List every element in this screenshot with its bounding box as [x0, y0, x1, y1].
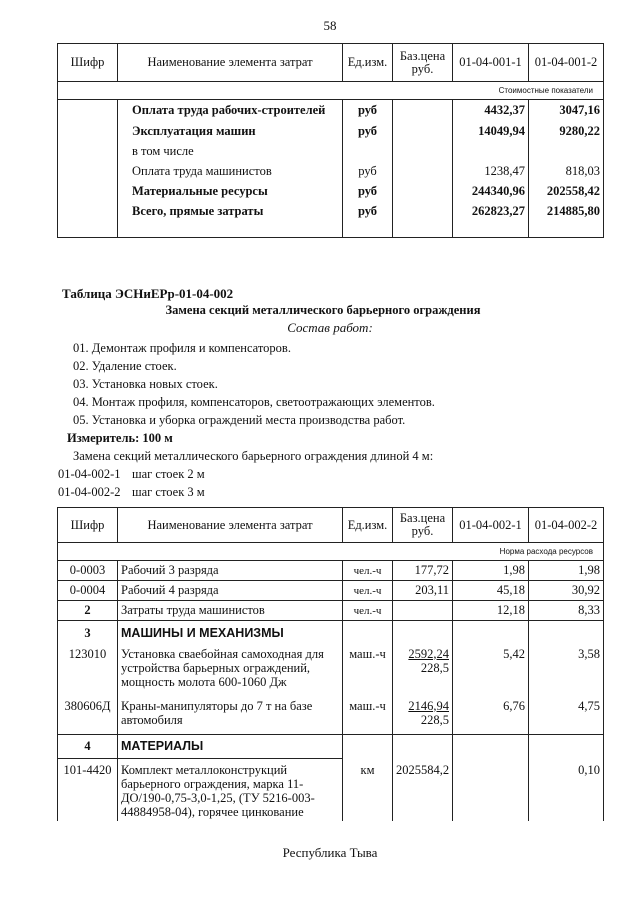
header-name: Наименование элемента затрат: [118, 44, 343, 82]
row-code: 380606Д: [58, 699, 118, 735]
row-value-2: 3047,16: [529, 100, 604, 122]
row-code: 2: [58, 601, 118, 621]
row-value-1: 5,42: [453, 647, 529, 699]
subheader: Норма расхода ресурсов: [58, 543, 604, 561]
row-value-2: 202558,42: [529, 182, 604, 202]
row-code: [58, 142, 118, 162]
row-value-2: 1,98: [529, 561, 604, 581]
row-price: [393, 647, 453, 699]
table-row: [58, 142, 604, 162]
subheader: Стоимостные показатели: [58, 82, 604, 100]
work-item: 03. Установка новых стоек.: [73, 377, 218, 391]
row-unit: маш.-ч: [343, 647, 393, 699]
row-name: Всего, прямые затраты: [118, 202, 343, 222]
row-code: 0-0004: [58, 581, 118, 601]
row-value-1: 6,76: [453, 699, 529, 735]
header-col2: 01-04-002-2: [529, 508, 604, 543]
row-value-1: 1238,47: [453, 162, 529, 182]
header-price: Баз.цена руб.: [393, 508, 453, 543]
row-unit: чел.-ч: [343, 601, 393, 621]
section-row: [58, 621, 604, 647]
section-heading: Замена секций металлического барьерного ограждения: [165, 303, 481, 317]
row-price: 177,72: [393, 561, 453, 581]
header-unit: Ед.изм.: [343, 508, 393, 543]
page-number: 58: [323, 18, 337, 33]
row-unit: маш.-ч: [343, 699, 393, 735]
row-price: 2025584,2: [393, 759, 453, 821]
row-name: Рабочий 4 разряда: [118, 581, 343, 601]
row-name: Затраты труда машинистов: [118, 601, 343, 621]
table-row: [58, 581, 604, 601]
work-item: 04. Монтаж профиля, компенсаторов, светоотражающих элементов.: [73, 395, 435, 409]
row-value-1: [453, 759, 529, 821]
row-value-1: 1,98: [453, 561, 529, 581]
cost-table: [57, 43, 604, 238]
work-item: 01. Демонтаж профиля и компенсаторов.: [73, 341, 291, 355]
row-unit: км: [343, 759, 393, 821]
section-code: 3: [58, 621, 118, 647]
table-title: Таблица ЭСНиЕРр-01-04-002: [62, 286, 234, 301]
row-unit: руб: [343, 162, 393, 182]
variant-text: шаг стоек 3 м: [132, 485, 205, 499]
table-row: [58, 759, 604, 821]
header-col2: 01-04-001-2: [529, 44, 604, 82]
row-value-1: 262823,27: [453, 202, 529, 222]
header-code: Шифр: [58, 508, 118, 543]
header-col1: 01-04-001-1: [453, 44, 529, 82]
row-value-1: 4432,37: [453, 100, 529, 122]
table-row: [58, 561, 604, 581]
variant-code: 01-04-002-1: [58, 467, 121, 481]
row-value-2: 0,10: [529, 759, 604, 821]
row-value-2: 9280,22: [529, 122, 604, 142]
row-value-2: 214885,80: [529, 202, 604, 222]
table-row: [58, 647, 604, 699]
row-name: Рабочий 3 разряда: [118, 561, 343, 581]
row-price: [393, 122, 453, 142]
row-code: [58, 182, 118, 202]
row-price: [393, 202, 453, 222]
table-row: [58, 182, 604, 202]
row-code: [58, 202, 118, 222]
row-code: 123010: [58, 647, 118, 699]
work-title: Состав работ:: [287, 320, 373, 335]
row-price: [393, 162, 453, 182]
row-code: [58, 122, 118, 142]
table-row: [58, 202, 604, 222]
row-price: [393, 699, 453, 735]
row-price: [393, 100, 453, 122]
row-unit: руб: [343, 100, 393, 122]
row-code: 101-4420: [58, 759, 118, 821]
row-name: Оплата труда рабочих-строителей: [118, 100, 343, 122]
row-value-2: 8,33: [529, 601, 604, 621]
section-name: МАШИНЫ И МЕХАНИЗМЫ: [118, 621, 343, 647]
row-value-2: 4,75: [529, 699, 604, 735]
row-name: Оплата труда машинистов: [118, 162, 343, 182]
row-name: Материальные ресурсы: [118, 182, 343, 202]
table-row: [58, 699, 604, 735]
row-unit: чел.-ч: [343, 581, 393, 601]
section-code: 4: [58, 735, 118, 759]
section-row: [58, 735, 604, 759]
description: Замена секций металлического барьерного ограждения длиной 4 м:: [73, 449, 434, 463]
row-code: 0-0003: [58, 561, 118, 581]
row-value-1: [453, 142, 529, 162]
table-row: [58, 162, 604, 182]
row-code: [58, 100, 118, 122]
row-price-wage: 228,5: [420, 712, 449, 727]
row-value-2: 818,03: [529, 162, 604, 182]
table-row: [58, 601, 604, 621]
section-name: МАТЕРИАЛЫ: [118, 735, 343, 759]
row-value-2: 30,92: [529, 581, 604, 601]
meter: Измеритель: 100 м: [67, 431, 173, 445]
row-price: [393, 142, 453, 162]
variant-text: шаг стоек 2 м: [132, 467, 205, 481]
row-name: в том числе: [118, 142, 343, 162]
row-unit: руб: [343, 122, 393, 142]
row-value-2: [529, 142, 604, 162]
row-price: [393, 601, 453, 621]
row-value-1: 244340,96: [453, 182, 529, 202]
row-unit: чел.-ч: [343, 561, 393, 581]
header-col1: 01-04-002-1: [453, 508, 529, 543]
row-name: Комплект металлоконструкций барьерного ограждения, марка 11-ДО/190-0,75-3,0-1,25, (ТУ 5216-003-44884958-04), горячее цинкование: [118, 759, 343, 821]
work-item: 02. Удаление стоек.: [73, 359, 177, 373]
row-code: [58, 162, 118, 182]
work-item: 05. Установка и уборка ограждений места производства работ.: [73, 413, 406, 427]
resource-table: [57, 507, 604, 821]
row-unit: руб: [343, 202, 393, 222]
table-row: [58, 100, 604, 122]
row-value-1: 14049,94: [453, 122, 529, 142]
row-price: [393, 182, 453, 202]
row-value-1: 12,18: [453, 601, 529, 621]
row-unit: [343, 142, 393, 162]
row-name: Установка сваебойная самоходная для устройства барьерных ограждений, мощность молота 600-1060 Дж: [118, 647, 343, 699]
row-value-1: 45,18: [453, 581, 529, 601]
header-unit: Ед.изм.: [343, 44, 393, 82]
table-row: [58, 122, 604, 142]
row-price-value: 2146,94: [408, 698, 449, 713]
header-price: Баз.цена руб.: [393, 44, 453, 82]
header-name: Наименование элемента затрат: [118, 508, 343, 543]
row-price-value: 2592,24: [408, 646, 449, 661]
row-name: Краны-манипуляторы до 7 т на базе автомобиля: [118, 699, 343, 735]
header-code: Шифр: [58, 44, 118, 82]
footer-region: Республика Тыва: [282, 845, 378, 860]
row-price: 203,11: [393, 581, 453, 601]
row-name: Эксплуатация машин: [118, 122, 343, 142]
row-price-wage: 228,5: [420, 660, 449, 675]
row-unit: руб: [343, 182, 393, 202]
row-value-2: 3,58: [529, 647, 604, 699]
variant-code: 01-04-002-2: [58, 485, 121, 499]
